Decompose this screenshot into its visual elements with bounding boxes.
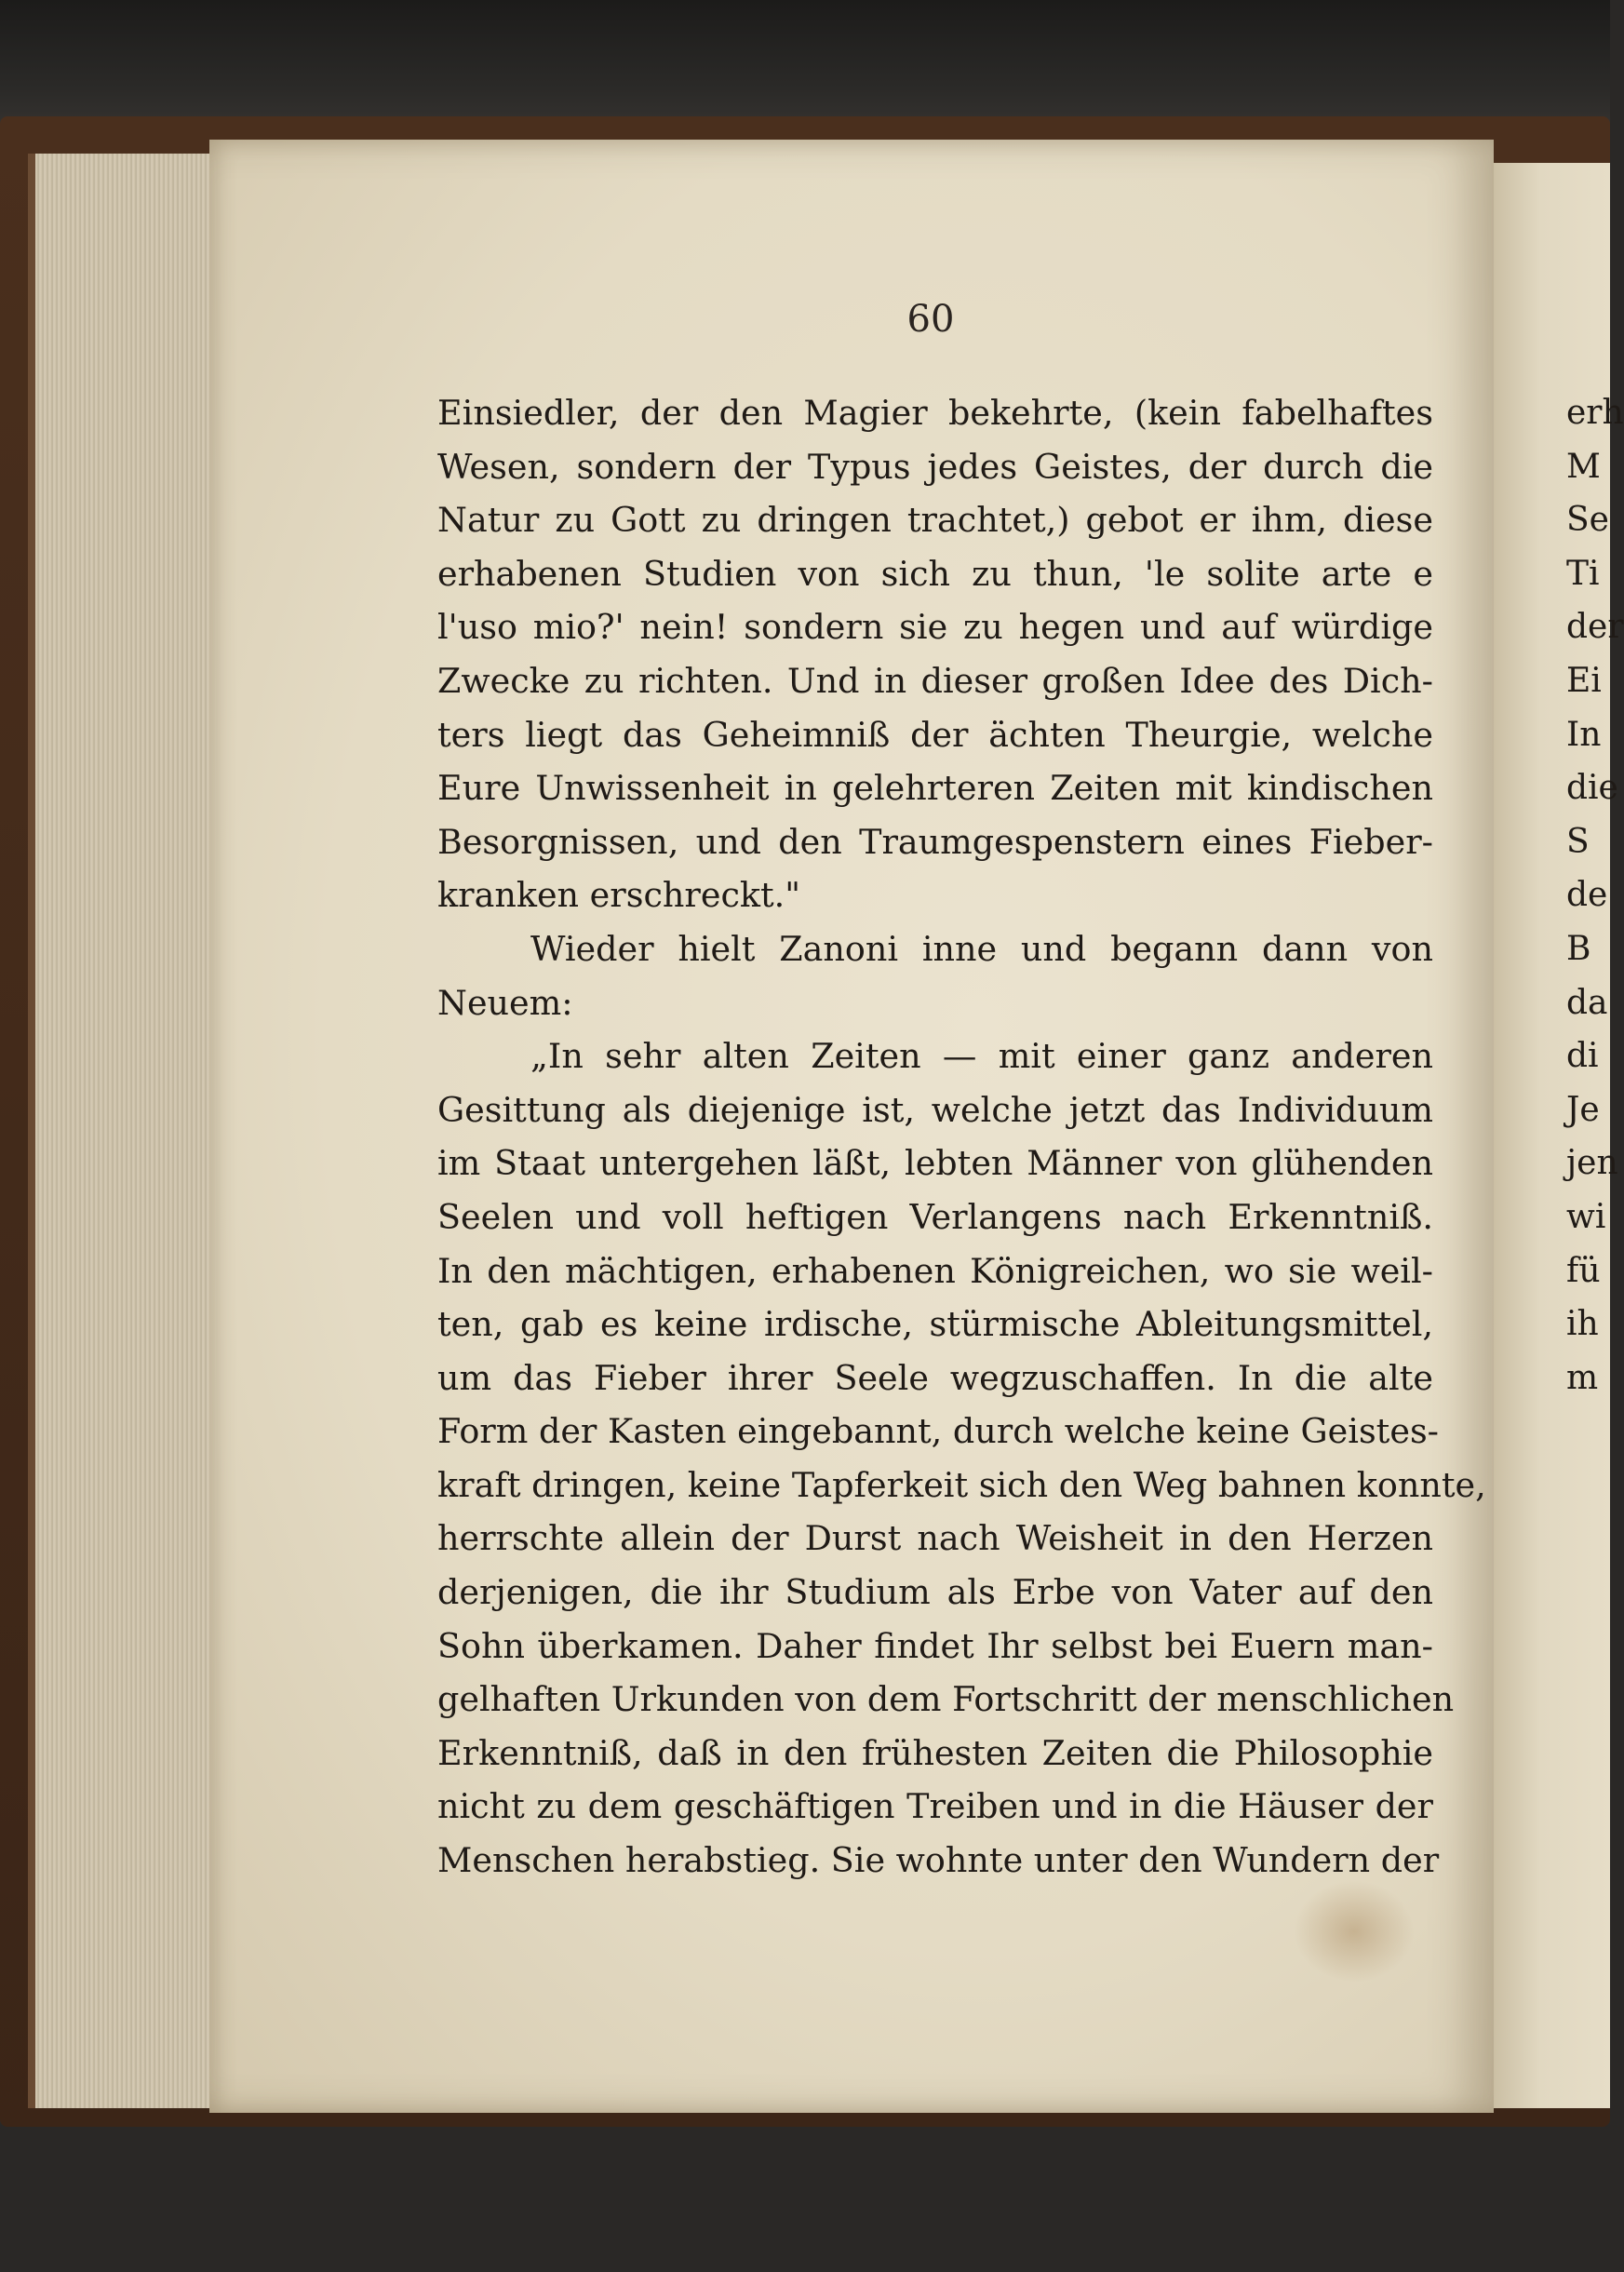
text-line: ters liegt das Geheimniß der ächten Theurgie, welche	[437, 714, 1433, 755]
right-fragment: Ti	[1566, 554, 1600, 593]
text-line: herrschte allein der Durst nach Weisheit in den Herzen	[437, 1518, 1433, 1559]
text-line: Besorgnissen, und den Traumgespenstern eines Fieber-	[437, 821, 1433, 862]
text-line: gelhaften Urkunden von dem Fortschritt der menschlichen	[437, 1679, 1455, 1720]
text-line: „In sehr alten Zeiten — mit einer ganz anderen	[530, 1036, 1433, 1077]
page-edges	[28, 154, 221, 2108]
right-fragment: m	[1566, 1358, 1599, 1397]
right-fragment: jen	[1566, 1144, 1618, 1183]
right-fragment: de	[1566, 876, 1608, 915]
page-number: 60	[906, 298, 955, 341]
right-fragment: M	[1566, 447, 1601, 486]
right-fragment: Je	[1566, 1090, 1600, 1129]
text-line: Eure Unwissenheit in gelehrteren Zeiten mit kindischen	[437, 768, 1433, 809]
right-fragment: Ei	[1566, 661, 1602, 700]
text-line: Einsiedler, der den Magier bekehrte, (kein fabelhaftes	[437, 393, 1433, 433]
text-line: Form der Kasten eingebannt, durch welche keine Geistes-	[437, 1411, 1440, 1452]
right-fragment: Se	[1566, 501, 1609, 540]
text-line: um das Fieber ihrer Seele wegzuschaffen. In die alte	[437, 1357, 1433, 1398]
text-line: l'uso mio?' nein! sondern sie zu hegen und auf würdige	[437, 607, 1433, 648]
text-line: Sohn überkamen. Daher findet Ihr selbst bei Euern man-	[437, 1625, 1433, 1666]
text-line: In den mächtigen, erhabenen Königreichen, wo sie weil-	[437, 1250, 1433, 1291]
right-page-text	[1566, 386, 1624, 1405]
text-line: ten, gab es keine irdische, stürmische Ableitungsmittel,	[437, 1304, 1433, 1345]
right-fragment: da	[1566, 983, 1608, 1022]
right-fragment: B	[1566, 929, 1591, 968]
text-line: Erkenntniß, daß in den frühesten Zeiten die Philosophie	[437, 1732, 1433, 1773]
text-line: Gesittung als diejenige ist, welche jetzt das Individuum	[437, 1089, 1433, 1130]
text-line: Zwecke zu richten. Und in dieser großen Idee des Dich-	[437, 660, 1433, 701]
page-stain	[1294, 1880, 1415, 1983]
right-fragment: die	[1566, 769, 1618, 808]
right-fragment: der	[1566, 608, 1624, 647]
text-line: im Staat untergehen läßt, lebten Männer von glühenden	[437, 1143, 1433, 1184]
right-fragment: S	[1566, 822, 1590, 861]
right-fragment: ih	[1566, 1305, 1599, 1344]
text-line: nicht zu dem geschäftigen Treiben und in die Häuser der	[437, 1786, 1433, 1827]
text-line: Neuem:	[437, 982, 573, 1023]
text-line: Wieder hielt Zanoni inne und begann dann von	[530, 928, 1433, 969]
body-text	[437, 386, 1486, 1888]
right-fragment: fü	[1566, 1251, 1601, 1290]
text-line: kraft dringen, keine Tapferkeit sich den Weg bahnen konnte,	[437, 1464, 1486, 1505]
text-line: Natur zu Gott zu dringen trachtet,) gebot er ihm, diese	[437, 500, 1433, 541]
text-line: Menschen herabstieg. Sie wohnte unter den Wundern der	[437, 1840, 1440, 1881]
text-line: derjenigen, die ihr Studium als Erbe von Vater auf den	[437, 1572, 1433, 1613]
right-fragment: erh	[1566, 394, 1624, 432]
text-line: Seelen und voll heftigen Verlangens nach Erkenntniß.	[437, 1196, 1433, 1237]
text-line: erhabenen Studien von sich zu thun, 'le solite arte e	[437, 553, 1433, 594]
right-fragment: wi	[1566, 1197, 1606, 1236]
text-line: kranken erschreckt."	[437, 875, 801, 916]
right-fragment: In	[1566, 715, 1602, 754]
right-fragment: di	[1566, 1037, 1599, 1076]
text-line: Wesen, sondern der Typus jedes Geistes, der durch die	[437, 446, 1433, 487]
